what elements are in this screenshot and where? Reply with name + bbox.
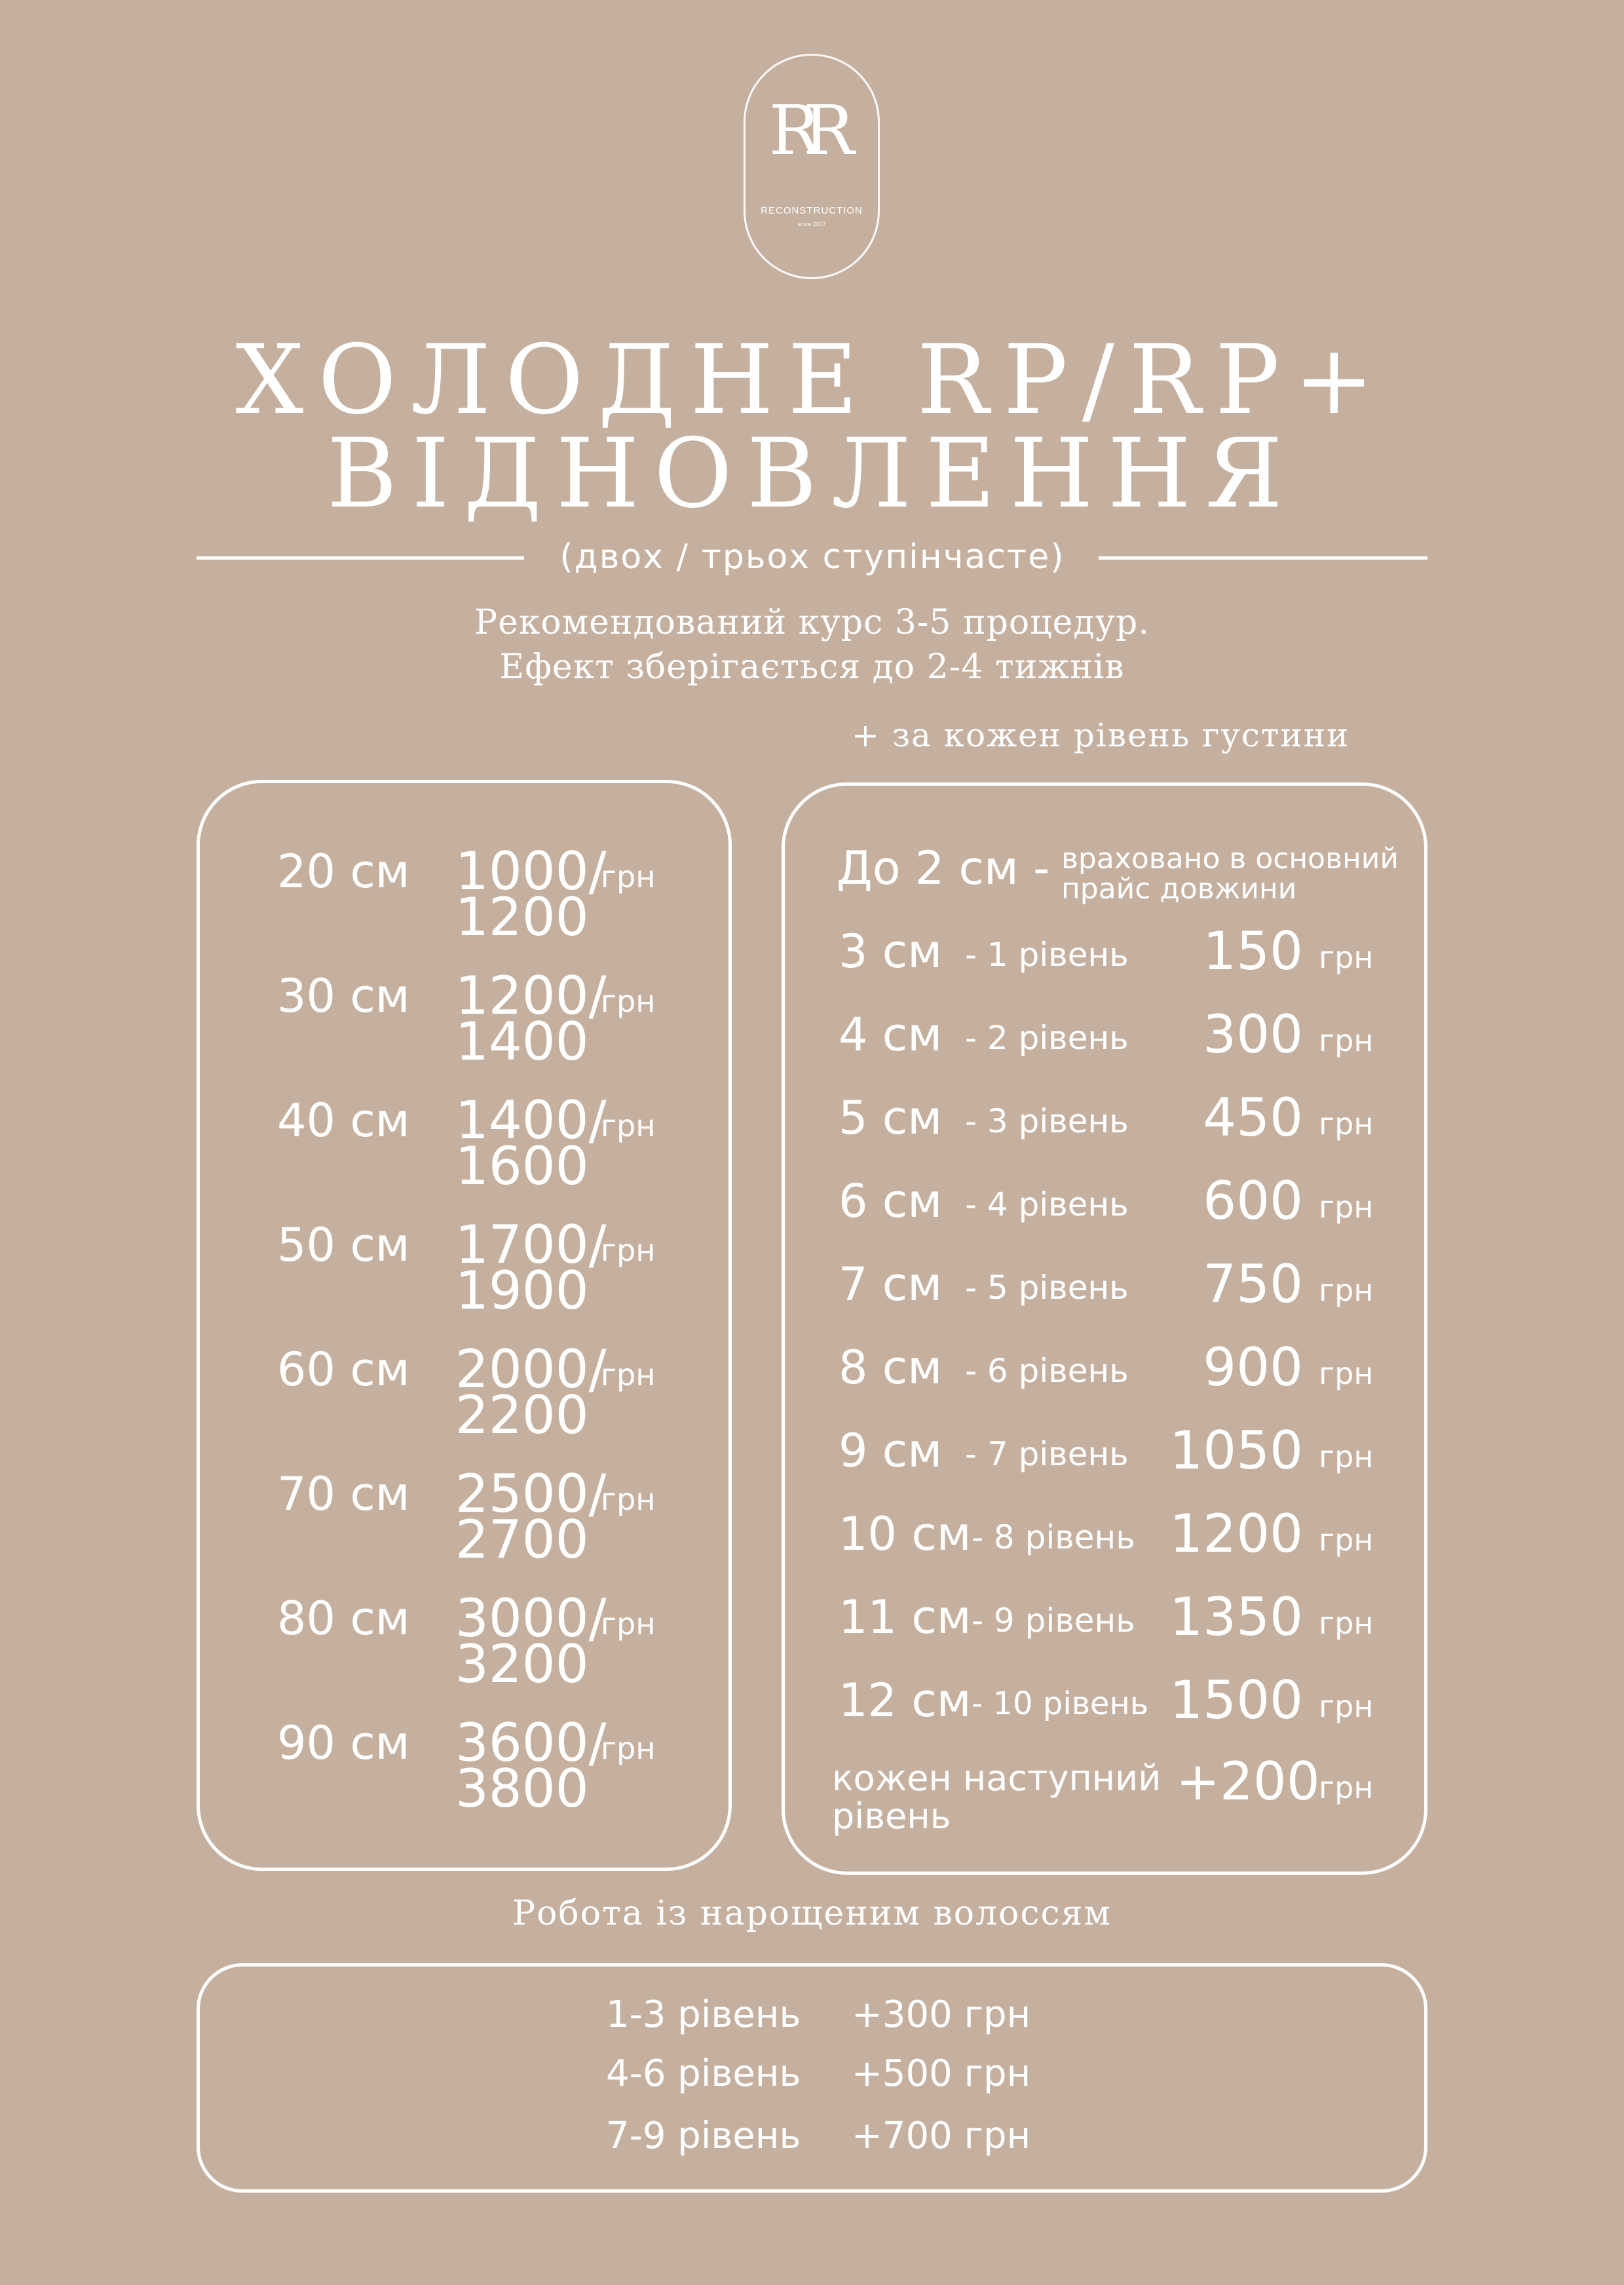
price-from: 3600/	[455, 1712, 607, 1773]
price-from: 2500/	[455, 1463, 607, 1524]
currency-label: грн	[601, 1233, 656, 1268]
length-price-row	[200, 1712, 735, 1841]
density-level: - 10 рівень	[972, 1685, 1149, 1722]
price-from: 1000/	[455, 841, 607, 902]
length-price-row	[200, 1588, 735, 1717]
price-to: 1900	[455, 1260, 589, 1321]
length-label: 50 см	[277, 1218, 410, 1272]
currency-label: грн	[1319, 1273, 1374, 1308]
density-row	[782, 1670, 1427, 1756]
currency-label: грн	[601, 1357, 656, 1392]
extension-price: +300 грн	[852, 1993, 1031, 2036]
density-price: 1350	[1169, 1586, 1303, 1647]
density-level: - 4 рівень	[965, 1185, 1129, 1223]
density-level: - 9 рівень	[972, 1602, 1135, 1640]
currency-label: грн	[1319, 1770, 1374, 1805]
density-length: 8 см	[839, 1341, 943, 1394]
price-from: 1200/	[455, 965, 607, 1026]
density-price: 450	[1203, 1087, 1303, 1148]
price-to: 1200	[455, 887, 589, 948]
density-row	[782, 1254, 1427, 1340]
length-price-row	[200, 841, 735, 970]
density-length: 11 см	[839, 1590, 972, 1644]
density-length: 6 см	[839, 1174, 943, 1228]
currency-label: грн	[1319, 1689, 1374, 1724]
currency-label: грн	[1319, 1605, 1374, 1641]
currency-label: грн	[1319, 940, 1374, 975]
length-label: 70 см	[277, 1467, 410, 1521]
density-base-length: До 2 см -	[837, 841, 1050, 895]
currency-label: грн	[601, 984, 656, 1019]
effect-description: Ефект зберігається до 2-4 тижнів	[499, 647, 1125, 687]
density-level: - 6 рівень	[965, 1352, 1129, 1390]
density-price: 300	[1203, 1004, 1303, 1065]
extension-price: +500 грн	[852, 2052, 1031, 2095]
page-title-line1: ХОЛОДНЕ RP/RP+	[235, 324, 1389, 436]
density-price: 600	[1203, 1170, 1303, 1231]
density-length: 10 см	[839, 1507, 972, 1561]
length-label: 80 см	[277, 1592, 410, 1645]
density-row	[782, 1420, 1427, 1507]
currency-label: грн	[1319, 1356, 1374, 1391]
density-next-level-price: +200	[1176, 1751, 1320, 1812]
logo-brand-name: RECONSTRUCTION	[761, 205, 863, 216]
length-price-row	[200, 1339, 735, 1468]
density-level: - 7 рівень	[965, 1435, 1129, 1473]
density-base-note: враховано в основний прайс довжини	[1061, 842, 1399, 906]
brand-logo	[744, 54, 880, 279]
length-price-row	[200, 1214, 735, 1343]
length-label: 40 см	[277, 1094, 410, 1147]
density-price: 1050	[1169, 1420, 1303, 1481]
page-title-line2: ВІДНОВЛЕННЯ	[327, 418, 1297, 529]
density-length: 7 см	[839, 1258, 943, 1311]
subtitle-divider-right	[1099, 556, 1427, 560]
currency-label: грн	[601, 1606, 656, 1642]
length-price-panel	[197, 780, 732, 1871]
currency-label: грн	[601, 1108, 656, 1143]
density-level: - 8 рівень	[972, 1518, 1135, 1556]
length-label: 30 см	[277, 969, 410, 1023]
extension-row	[0, 2051, 1624, 2110]
price-from: 1700/	[455, 1214, 607, 1275]
density-row	[782, 1087, 1427, 1174]
price-to: 3200	[455, 1634, 589, 1695]
extension-level: 1-3 рівень	[606, 1993, 801, 2036]
currency-label: грн	[601, 859, 656, 894]
length-label: 90 см	[277, 1716, 410, 1770]
density-price: 750	[1203, 1254, 1303, 1315]
extension-level: 4-6 рівень	[606, 2052, 801, 2095]
length-label: 20 см	[277, 845, 410, 898]
density-length: 12 см	[839, 1674, 972, 1727]
density-row	[782, 1004, 1427, 1090]
density-next-level-label: кожен наступний рівень	[832, 1757, 1161, 1837]
length-label: 60 см	[277, 1343, 410, 1396]
price-from: 2000/	[455, 1339, 607, 1400]
density-row	[782, 1503, 1427, 1590]
logo-since: since 2017	[797, 221, 826, 227]
price-to: 2200	[455, 1385, 589, 1446]
currency-label: грн	[601, 1731, 656, 1766]
extension-row	[0, 1992, 1624, 2051]
density-price: 150	[1203, 921, 1303, 982]
density-level: - 2 рівень	[965, 1019, 1129, 1057]
extension-price: +700 грн	[852, 2115, 1031, 2157]
currency-label: грн	[1319, 1023, 1374, 1058]
price-to: 1600	[455, 1136, 589, 1197]
density-row	[782, 921, 1427, 1007]
subtitle-divider-left	[197, 556, 524, 560]
currency-label: грн	[1319, 1189, 1374, 1225]
currency-label: грн	[1319, 1522, 1374, 1558]
density-note: + за кожен рівень густини	[852, 716, 1350, 754]
density-level: - 1 рівень	[965, 936, 1129, 974]
page-subtitle: (двох / трьох ступінчасте)	[559, 537, 1065, 577]
density-level: - 5 рівень	[965, 1269, 1129, 1307]
density-length: 4 см	[839, 1008, 943, 1062]
density-length: 5 см	[839, 1091, 943, 1145]
length-price-row	[200, 965, 735, 1094]
density-price: 1200	[1169, 1503, 1303, 1564]
extension-level: 7-9 рівень	[606, 2115, 801, 2157]
currency-label: грн	[1319, 1439, 1374, 1474]
density-price: 1500	[1169, 1670, 1303, 1731]
extension-row	[0, 2113, 1624, 2172]
density-price: 900	[1203, 1337, 1303, 1398]
price-from: 3000/	[455, 1588, 607, 1649]
currency-label: грн	[1319, 1106, 1374, 1142]
density-row	[782, 1586, 1427, 1673]
currency-label: грн	[601, 1482, 656, 1517]
extensions-title: Робота із нарощеним волоссям	[512, 1894, 1112, 1933]
density-row	[782, 1170, 1427, 1257]
density-length: 3 см	[839, 925, 943, 978]
price-from: 1400/	[455, 1090, 607, 1151]
length-price-row	[200, 1090, 735, 1219]
density-length: 9 см	[839, 1424, 943, 1478]
density-row	[782, 1337, 1427, 1423]
price-to: 1400	[455, 1011, 589, 1072]
length-price-row	[200, 1463, 735, 1592]
price-to: 2700	[455, 1509, 589, 1570]
logo-monogram: RR	[768, 90, 838, 170]
course-description: Рекомендований курс 3-5 процедур.	[474, 603, 1150, 642]
density-level: - 3 рівень	[965, 1102, 1129, 1140]
price-to: 3800	[455, 1758, 589, 1819]
